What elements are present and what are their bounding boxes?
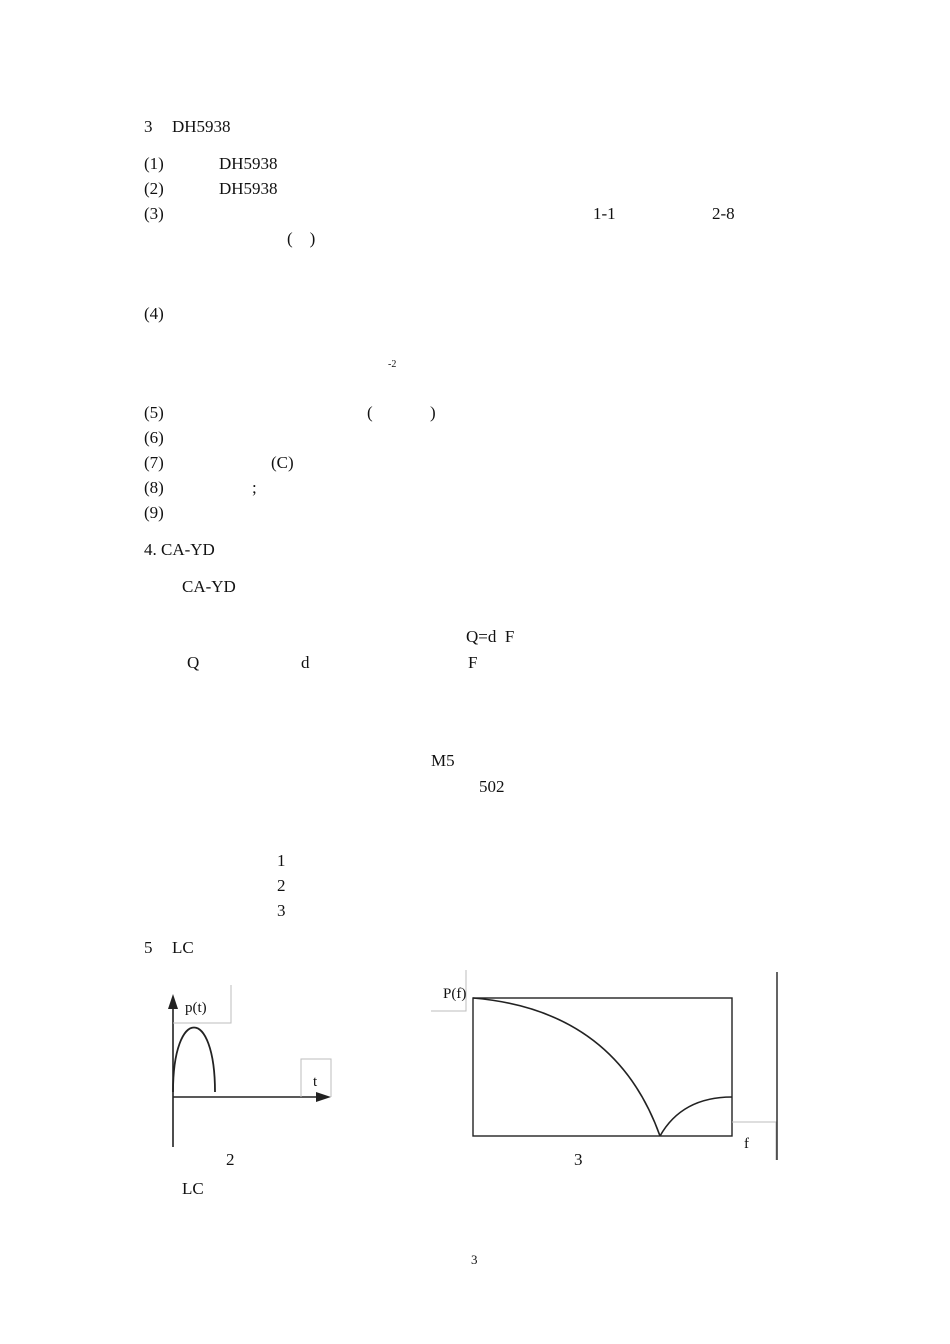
figure-2-x-label: t [313,1074,318,1090]
glue-label: 502 [479,777,505,796]
item-1-number: (1) [144,154,164,173]
section5-heading: LC [172,938,194,957]
section3-heading: DH5938 [172,117,231,136]
step-1: 1 [277,851,286,870]
figure-3-flabel-box [732,1122,776,1160]
item-5-paren-open: ( [367,403,373,422]
item-3-ref-a: 1-1 [593,204,616,223]
page-number: 3 [471,1252,478,1267]
section4-heading: 4. CA-YD [144,540,215,559]
item-8-text: ; [252,478,257,497]
figure-3-spectrum-side-lobe [660,1097,732,1136]
step-3: 3 [277,901,286,920]
item-7-number: (7) [144,453,164,472]
figure-3-frame [473,998,732,1136]
item-5-paren-close: ) [430,403,436,422]
figure-3-caption: 3 [574,1150,583,1169]
m5-label: M5 [431,751,455,770]
figure-footer-text: LC [182,1179,204,1198]
step-2: 2 [277,876,286,895]
item-3-paren: ( ) [287,229,316,248]
item-2-text: DH5938 [219,179,278,198]
item-3-ref-b: 2-8 [712,204,735,223]
item-9-number: (9) [144,503,164,522]
figure-2-y-arrow [168,994,178,1009]
figure-3-x-label: f [744,1136,749,1152]
figure-3-spectrum-main-lobe [473,998,660,1136]
item-7-text: (C) [271,453,294,472]
item-1-text: DH5938 [219,154,278,173]
figure-2-x-arrow [316,1092,331,1102]
variable-d: d [301,653,310,672]
item-3-number: (3) [144,204,164,223]
section3-number: 3 [144,117,153,136]
figure-2-pulse-curve [173,1028,215,1093]
figure-2-caption: 2 [226,1150,235,1169]
item-4-superscript: -2 [388,359,397,370]
section4-intro: CA-YD [182,577,236,596]
item-6-number: (6) [144,428,164,447]
variable-f: F [468,653,478,672]
item-8-number: (8) [144,478,164,497]
figure-2-y-label: p(t) [185,1000,207,1016]
item-5-number: (5) [144,403,164,422]
figure-3-y-label: P(f) [443,986,467,1002]
item-4-number: (4) [144,304,164,323]
item-2-number: (2) [144,179,164,198]
variable-q: Q [187,653,200,672]
formula: Q=d F [466,627,515,646]
section5-number: 5 [144,938,153,957]
